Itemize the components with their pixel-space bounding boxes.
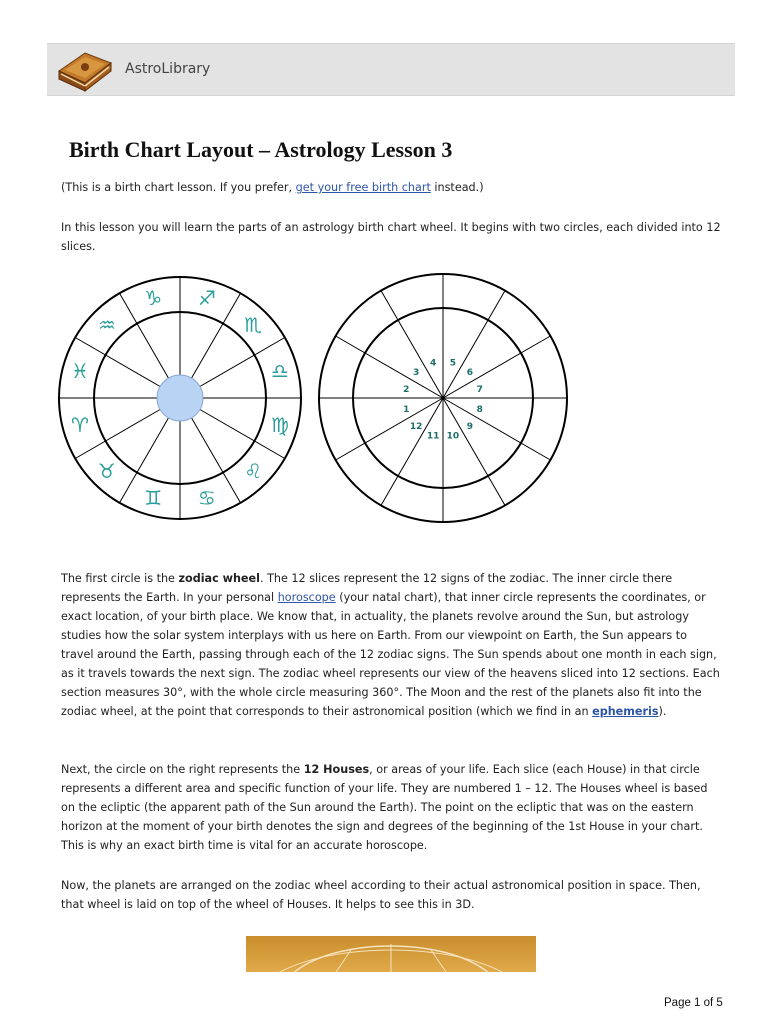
free-birth-chart-link[interactable]: get your free birth chart (295, 181, 431, 194)
house-number-label: 9 (466, 421, 474, 432)
house-number-label: 6 (466, 368, 474, 379)
illustration-banner (246, 936, 536, 972)
zodiac-sign-glyph: ♓ (71, 359, 89, 384)
house-number-label: 11 (426, 431, 440, 442)
house-number-label: 5 (449, 358, 456, 369)
zodiac-sign-glyph: ♈ (71, 412, 89, 437)
house-number-label: 1 (403, 404, 410, 415)
zodiac-sign-glyph: ♋ (197, 485, 216, 510)
zodiac-wheel-paragraph: The first circle is the zodiac wheel. The 12 slices represent the 12 signs of the zodiac. The inner circle there represents the Earth. In your personal horoscope (your natal chart), that inner circle represents the coordinates, or exact location, of your birth place. We know that, in actuality, the planets revolve around the Sun, but astrology studies how the solar system interplays with us here on Earth. From our viewpoint on Earth, the Sun appears to travel around the Earth, passing through each of the 12 zodiac signs. The Sun spends about one month in each sign, as it travels towards the next sign. The zodiac wheel represents our view of the heavens sliced into 12 sections. Each section measures 30°, with the whole circle measuring 360°. The Moon and the rest of the planets also fit into the zodiac wheel, at the point that corresponds to their astronomical position (which we find in an ephemeris). (61, 572, 720, 718)
zodiac-wheel-term: zodiac wheel (178, 572, 260, 585)
horoscope-link[interactable]: horoscope (277, 591, 336, 604)
house-number-label: 8 (476, 404, 483, 415)
zodiac-sign-glyph: ♌ (244, 459, 263, 484)
site-header (47, 43, 735, 96)
intro-paragraph: (This is a birth chart lesson. If you prefer, get your free birth chart instead.) (61, 181, 484, 194)
house-number-label: 7 (476, 385, 483, 396)
planets-paragraph: Now, the planets are arranged on the zodiac wheel according to their actual astronomical position in space. Then, that wheel is laid on top of the wheel of Houses. It helps to see this in 3D. (61, 879, 701, 911)
zodiac-sign-glyph: ♒ (97, 312, 116, 337)
house-number-label: 12 (409, 421, 423, 432)
arc-graphic (246, 936, 536, 972)
birth-chart-diagram (58, 272, 574, 524)
twelve-houses-term: 12 Houses (303, 763, 370, 776)
zodiac-sign-glyph: ♏ (244, 312, 263, 337)
page-number: Page 1 of 5 (664, 997, 723, 1009)
zodiac-sign-glyph: ♐ (197, 286, 216, 311)
book-icon[interactable] (55, 45, 115, 93)
zodiac-sign-glyph: ♊ (144, 485, 163, 510)
house-number-label: 10 (446, 431, 460, 442)
house-number-label: 2 (403, 385, 410, 396)
page-title: Birth Chart Layout – Astrology Lesson 3 (69, 137, 453, 162)
houses-wheel (319, 274, 567, 522)
house-number-label: 3 (412, 368, 420, 379)
site-brand[interactable]: AstroLibrary (125, 61, 211, 77)
ephemeris-link[interactable]: ephemeris (592, 705, 659, 718)
houses-paragraph: Next, the circle on the right represents the 12 Houses, or areas of your life. Each slice (each House) in that circle represents a different area and specific function of your life. They are numbered 1 – 12. The Houses wheel is based on the ecliptic (the apparent path of the Sun around the Earth). The point on the ecliptic that was on the eastern horizon at the moment of your birth denotes the sign and degrees of the beginning of the 1st House in your chart. This is why an exact birth time is vital for an accurate horoscope. (61, 763, 708, 852)
zodiac-sign-glyph: ♍ (271, 412, 289, 437)
zodiac-sign-glyph: ♑ (144, 286, 163, 311)
zodiac-wheel (59, 277, 301, 519)
zodiac-sign-glyph: ♎ (271, 359, 289, 384)
lesson-intro-paragraph: In this lesson you will learn the parts of an astrology birth chart wheel. It begins with two circles, each divided into 12 slices. (61, 221, 721, 253)
house-number-label: 4 (430, 358, 437, 369)
zodiac-sign-glyph: ♉ (97, 459, 116, 484)
earth-center-circle (157, 375, 203, 421)
